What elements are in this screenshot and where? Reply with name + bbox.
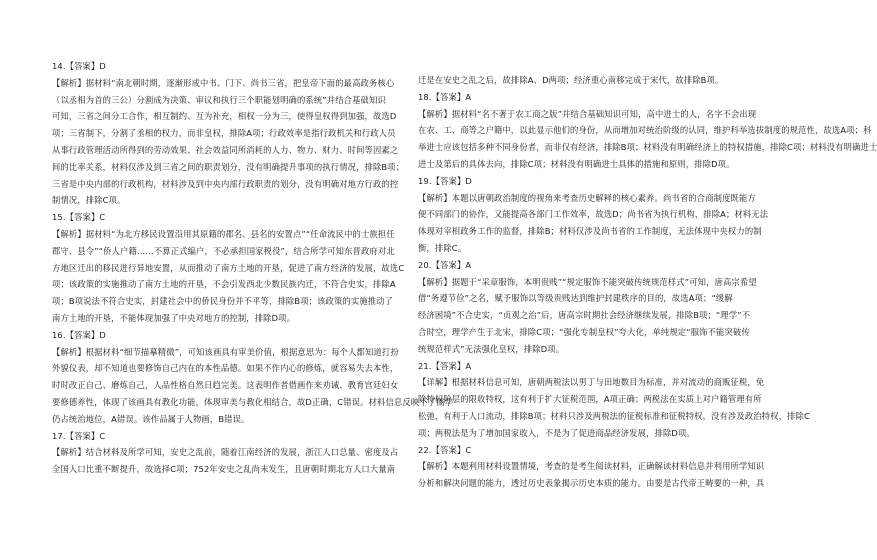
left-text-line: 项；B项说法不符合史实，封建社会中的侨民身份并不平等，排除B项；该政策的实施推动了	[52, 296, 394, 307]
right-text-line: 松弛，有利于人口流动，排除B项；材料只涉及两税法的征税标准和征税特权，没有涉及政治特权，排除C	[418, 410, 810, 421]
right-text-line: 合时空，理学产生于北宋，排除C项；“强化专制皇权”夸大化，单纯规定“服饰不能突破传	[418, 326, 750, 337]
left-text-line: 间的比率关系，材料仅涉及到三省之间的职责划分，没有明确提升事项的执行情况，排除B项；	[52, 161, 405, 172]
right-text-line: 【解析】据题干“采章服饰，本明贵贱”“规定服饰不能突破传统规范样式”可知，唐高宗希望	[418, 276, 757, 287]
left-text-line: 南方土地的开垦，不能体现加强了中央对地方的控制，排除D项。	[52, 312, 296, 323]
right-column	[418, 72, 877, 492]
right-text-line: 除特权阶层的限收特权，这有利于扩大征税范围，A项正确；两税法在实质上对户籍管理有所	[418, 394, 762, 405]
right-answer-heading: 19.【答案】D	[418, 175, 472, 186]
left-text-line: 郡守、县令”“侨人户籍……不算正式编户，不必承担国家税役”，结合所学可知东晋政府对北	[52, 245, 395, 256]
left-text-line: 时时改正自己、磨炼自己，人品性格自然日趋完美。这表明作者借画作来劝诫、教育宫廷妇女	[52, 380, 399, 391]
left-text-line: 制情况，排除C项。	[52, 195, 126, 206]
left-text-line: 三省是中央内部的行政机构，材料涉及到中央内部行政职责的划分，没有明确对地方行政的控	[52, 178, 399, 189]
right-text-line: 经济困境”不合史实，“贞观之治”后，唐高宗时期社会经济继续发展，排除B项；“理学”不	[418, 310, 751, 321]
right-answer-heading: 18.【答案】A	[418, 91, 472, 102]
right-text-line: 进士及第后的具体去向，排除C项；材料没有明确进士具体的措施和原则，排除D项。	[418, 158, 735, 169]
right-text-line: 借“务遵节俭”之名，赋予服饰以等级贵贱达到维护封建秩序的目的，故选A项；“缓解	[418, 293, 733, 304]
right-text-line: 【解析】本题以唐朝政治制度的视角来考查历史解释的核心素养。尚书省的合商制度既能方	[418, 192, 756, 203]
left-text-line: 【解析】据材料“为北方移民设置沿用其原籍的郡名、县名的安置点”“任命流民中的士族担任	[52, 228, 395, 239]
right-text-line: 在农、工、商等之户籍中，以此显示他们的身份，从而增加对统治阶级的认同，维护科举选拔制度的规范性，故选A项；科	[418, 125, 872, 136]
right-text-line: 衡，排除C。	[418, 242, 467, 253]
right-text-line: 体现对宰相政务工作的监督，排除B；材料仅涉及尚书省的工作制度，无法体现中央权力的制	[418, 226, 762, 237]
right-text-line: 分析和解决问题的能力，透过历史表象揭示历史本质的能力。由要是古代帝王畴要的一种，具	[418, 478, 765, 489]
right-answer-heading: 22.【答案】C	[418, 444, 472, 455]
left-answer-heading: 15.【答案】C	[52, 212, 106, 223]
right-text-line: 举进士应该包括多种不同身份者，而非仅有经济，排除B项；材料没有明确经济上的特权措施，排除C项；材料没有明确进士	[418, 142, 877, 153]
left-text-line: 【解析】根据材料“细节描摹精微”，可知该画具有审美价值，根据意思为：每个人都知道打扮	[52, 346, 399, 357]
left-text-line: 【解析】结合材料及所学可知，安史之乱前，随着江南经济的发展，浙江人口总量、密度及占	[52, 447, 399, 458]
right-answer-heading: 20.【答案】A	[418, 259, 472, 270]
right-text-line: 迁是在安史之乱之后，故排除A、D两项；经济重心南移完成于宋代，故排除B项。	[418, 75, 724, 85]
left-text-line: 外貌仪表，却不知道也要修饰自己内在的本性品德。如果不作内心的修炼，就容易失去本性，	[52, 363, 399, 374]
left-answer-heading: 14.【答案】D	[52, 61, 106, 71]
right-text-line: 便不同部门的协作，又能提高各部门工作效率，故选D；尚书省为执行机构，排除A；材料无法	[418, 209, 769, 220]
left-text-line: （以丞相为首的三公）分割成为决策、审议和执行三个职能划明确的系统”并结合基础知识	[52, 94, 386, 105]
right-text-line: 项；两税法是为了增加国家收入，不是为了促进商品经济发展，排除D项。	[418, 427, 695, 438]
right-text-line: 统规范样式”无法强化皇权，排除D项。	[418, 343, 565, 354]
right-text-line: 【解析】本题利用材料设置情境，考查的是考生阅读材料，正确解读材料信息并利用所学知识	[418, 461, 765, 472]
left-text-line: 要修德养性，体现了该画具有教化功能，体现审美与教化相结合，故D正确，C错误。材料信息反映不了儒学	[52, 396, 454, 407]
left-answer-heading: 17.【答案】C	[52, 430, 106, 441]
right-answer-heading: 21.【答案】A	[418, 360, 472, 371]
left-text-line: 仍占统治地位，A错误。该作品属于人物画，B错误。	[52, 413, 250, 424]
left-text-line: 项；该政策的实施推动了南方土地的开垦，不会引发西北少数民族内迁，不符合史实，排除A	[52, 279, 396, 290]
left-text-line: 方地区迁出的移民进行异地安置，从而推动了南方土地的开垦，促进了南方经济的发展，故选C	[52, 262, 405, 273]
left-text-line: 可知，三省之间分工合作，相互制约、互为补充，相权一分为三，使得皇权得到加强，故选D	[52, 111, 397, 122]
left-text-line: 【解析】据材料“南北朝时期，逐渐形成中书、门下、尚书三省，把皇帝下面的最高政务核心	[52, 77, 395, 88]
left-text-line: 全国人口比重不断提升，故选择C项；752年安史之乱尚未发生，且唐朝时期北方人口大量南	[52, 464, 396, 475]
left-text-line: 项；三省制下，分割了丞相的权力，而非皇权，排除A项；行政效率是指行政机关和行政人员	[52, 128, 396, 139]
right-text-line: 【解析】据材料“名不著于农工商之版”并结合基础知识可知，高中进士的人，名字不会出现	[418, 108, 757, 119]
left-answer-heading: 16.【答案】D	[52, 329, 106, 340]
left-text-line: 从事行政管理活动所得到的劳动效果、社会效益同所消耗的人力、物力、财力、时间等因素之	[52, 144, 399, 155]
right-text-line: 【详解】根据材料信息可知，唐朝两税法以男丁与田地数目为标准，并对流动的商贩征税，免	[418, 377, 765, 388]
